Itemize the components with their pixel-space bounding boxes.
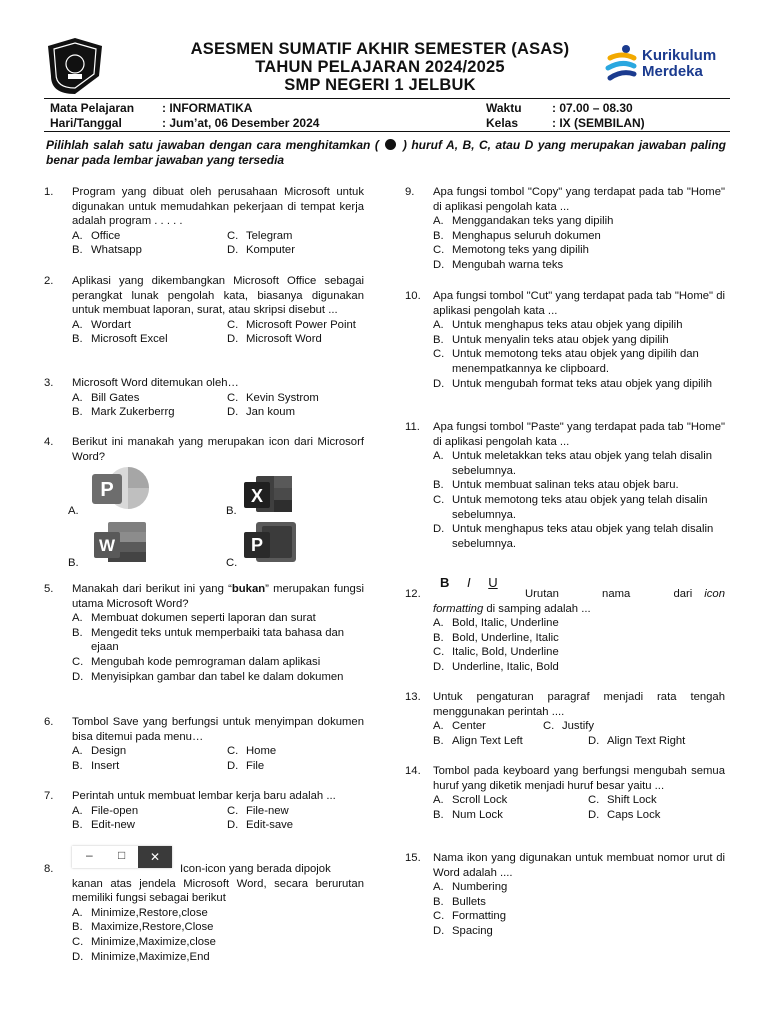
- option: Memotong teks yang dipilih: [452, 244, 589, 257]
- option: Minimize,Maximize,End: [91, 950, 210, 963]
- question-10: 10. Apa fungsi tombol "Cut" yang terdapat pada tab "Home" di aplikasi pengolah kata ... A. Untuk menghapus teks atau objek yang dipilih B. Untuk menyalin teks atau objek yang dipilih C. Untuk memotong teks atau objek yang dipilih dan menempatkannya ke clipboard. D. Untuk mengubah format teks atau objek yang dipilih: [405, 290, 725, 390]
- underline-icon: U: [488, 575, 498, 590]
- option: Untuk memotong teks atau objek yang dipilih dan menempatkannya ke clipboard.: [452, 348, 699, 375]
- question-3: 3. Microsoft Word ditemukan oleh… A. Bill Gates C. Kevin Systrom B. Mark Zukerberrg D. Jan koum: [44, 377, 319, 419]
- option: Jan koum: [246, 406, 295, 419]
- option: Untuk menghapus teks atau objek yang dipilih: [452, 319, 683, 332]
- question-6: 6. Tombol Save yang berfungsi untuk menyimpan dokumen bisa ditemui pada menu… A. Design C. Home B. Insert D. File: [44, 716, 364, 772]
- question-8: 8. Icon-icon yang berada dipojok kanan atas jendela Microsoft Word, secara berurutan memiliki fungsi sebagai berikut A. Minimize,Restore,close B. Maximize,Restore,Close C. Minimize,Maximize,close D. Minimize,Maximize,End: [44, 863, 364, 963]
- option: Align Text Left: [452, 734, 523, 747]
- option: Microsoft Power Point: [246, 318, 356, 331]
- school-emblem-icon: [44, 36, 106, 94]
- option: Bold, Italic, Underline: [452, 617, 559, 630]
- option: Untuk menyalin teks atau objek yang dipilih: [452, 333, 669, 346]
- option: Telegram: [246, 229, 293, 242]
- option: Bullets: [452, 895, 486, 908]
- question-7: 7. Perintah untuk membuat lembar kerja baru adalah ... A. File-open C. File-new B. Edit-new D. Edit-save: [44, 790, 336, 832]
- option: Untuk memotong teks atau objek yang telah disalin sebelumnya.: [452, 493, 708, 521]
- option: Membuat dokumen seperti laporan dan surat: [91, 612, 316, 625]
- option: Caps Lock: [607, 808, 661, 821]
- option: File: [246, 759, 265, 772]
- option: Menghapus seluruh dokumen: [452, 229, 601, 242]
- date-label: Hari/Tanggal: [50, 116, 122, 130]
- kurikulum-merdeka-text: Kurikulum Merdeka: [642, 47, 717, 80]
- exam-info-bar: [44, 98, 730, 132]
- filled-circle-icon: [385, 139, 396, 150]
- icon-option-label: A.: [68, 505, 79, 517]
- option: Untuk meletakkan teks atau objek yang telah disalin sebelumnya.: [452, 450, 712, 477]
- option: Center: [452, 720, 486, 733]
- svg-text:W: W: [98, 536, 116, 555]
- option: Underline, Italic, Bold: [452, 660, 559, 673]
- icon-option-label: B.: [226, 505, 237, 517]
- option: Insert: [91, 759, 120, 772]
- option: File-new: [246, 804, 289, 817]
- option: Minimize,Maximize,close: [91, 935, 216, 948]
- option: Untuk membuat salinan teks atau objek baru.: [452, 479, 679, 492]
- option: Align Text Right: [607, 734, 686, 747]
- option: Wordart: [91, 318, 131, 331]
- question-4: 4. Berikut ini manakah yang merupakan icon dari Microsorf Word?: [44, 436, 364, 463]
- bold-icon: B: [440, 575, 450, 590]
- question-1: 1. Program yang dibuat oleh perusahaan Microsoft untuk digunakan untuk memudahkan pekerjaan di tempat kerja adalah program . . . . . A. Office C. Telegram B. Whatsapp D. Komputer: [44, 186, 364, 257]
- subject-value: : INFORMATIKA: [162, 101, 253, 115]
- excel-icon: [242, 474, 294, 514]
- option: File-open: [91, 804, 139, 817]
- subject-label: Mata Pelajaran: [50, 101, 135, 115]
- class-value: : IX (SEMBILAN): [552, 116, 645, 130]
- option: Bold, Underline, Italic: [452, 631, 559, 644]
- option: Kevin Systrom: [246, 391, 319, 404]
- option: Mengubah kode pemrograman dalam aplikasi: [91, 655, 321, 668]
- option: Office: [91, 229, 121, 242]
- option: Justify: [562, 720, 595, 733]
- option: Mengubah warna teks: [452, 258, 564, 271]
- close-icon: ✕: [138, 846, 172, 868]
- powerpoint-icon: [242, 522, 298, 564]
- time-value: : 07.00 – 08.30: [552, 101, 633, 115]
- exam-header: [0, 0, 768, 96]
- option: Menggandakan teks yang dipilih: [452, 215, 614, 228]
- kurikulum-merdeka-logo: [604, 44, 744, 86]
- question-15: 15. Nama ikon yang digunakan untuk membuat nomor urut di Word adalah .... A. Numbering B. Bullets C. Formatting D. Spacing: [405, 852, 725, 937]
- option: Mengedit teks untuk memperbaiki tata bahasa dan ejaan: [91, 626, 345, 654]
- option: Minimize,Restore,close: [91, 906, 208, 919]
- question-13: 13. Untuk pengaturan paragraf menjadi rata tengah menggunakan perintah .... A. Center C. Justify B. Align Text Left D. Align Text Right: [405, 691, 725, 747]
- option: Microsoft Word: [246, 333, 322, 346]
- time-label: Waktu: [486, 101, 522, 115]
- option: Scroll Lock: [452, 794, 508, 807]
- title-line-2: TAHUN PELAJARAN 2024/2025: [255, 58, 505, 76]
- option: Untuk mengubah format teks atau objek yang dipilih: [452, 377, 712, 390]
- question-5: 5. Manakah dari berikut ini yang “bukan” merupakan fungsi utama Microsoft Word? A. Membuat dokumen seperti laporan dan surat B. Mengedit teks untuk memperbaiki tata bahasa dan ejaan C. Mengubah kode pemrograman dalam aplikasi D. Menyisipkan gambar dan tabel ke dalam dokumen: [44, 583, 364, 683]
- title-line-1: ASESMEN SUMATIF AKHIR SEMESTER (ASAS): [190, 40, 570, 58]
- question-9: 9. Apa fungsi tombol "Copy" yang terdapat pada tab "Home" di aplikasi pengolah kata ... A. Menggandakan teks yang dipilih B. Menghapus seluruh dokumen C. Memotong teks yang dipilih D. Mengubah warna teks: [405, 186, 725, 271]
- option: Num Lock: [452, 808, 503, 821]
- powerpoint-pie-icon: [90, 466, 152, 512]
- option: Spacing: [452, 924, 493, 937]
- option: Untuk menghapus teks atau objek yang telah disalin sebelumnya.: [452, 523, 714, 550]
- title-line-3: SMP NEGERI 1 JELBUK: [284, 76, 476, 94]
- option: Mark Zukerberrg: [91, 406, 175, 419]
- option: Edit-new: [91, 819, 135, 832]
- svg-text:X: X: [250, 486, 264, 506]
- word-icon: [92, 522, 148, 564]
- question-12: 12. Urutan nama dari icon formatting di samping adalah ... A. Bold, Italic, Underline B. Bold, Underline, Italic C. Italic, Bold, Underline D. Underline, Italic, Bold: [405, 588, 725, 673]
- exam-title: [120, 40, 640, 94]
- question-11: 11. Apa fungsi tombol "Paste" yang terdapat pada tab "Home" di aplikasi pengolah kata ... A. Untuk meletakkan teks atau objek yang telah disalin sebelumnya. B. Untuk membuat salinan teks atau objek baru. C. Untuk memotong teks atau objek yang telah disalin sebelumnya. D. Untuk menghapus teks atau objek yang telah disalin sebelumnya.: [405, 421, 725, 550]
- date-value: : Jum’at, 06 Desember 2024: [162, 116, 320, 130]
- option: Menyisipkan gambar dan tabel ke dalam dokumen: [91, 670, 344, 683]
- option: Home: [246, 745, 277, 758]
- option: Shift Lock: [607, 794, 657, 807]
- svg-text:P: P: [250, 535, 264, 555]
- icon-option-label: C.: [226, 557, 238, 569]
- option: Whatsapp: [91, 244, 142, 257]
- italic-icon: I: [467, 575, 471, 590]
- option: Microsoft Excel: [91, 333, 168, 346]
- instruction: Pilihlah salah satu jawaban dengan cara menghitamkan ( ) huruf A, B, C, atau D yang merupakan jawaban paling benar pada lembar jawaban yang tersedia: [46, 138, 727, 167]
- option: Numbering: [452, 881, 508, 894]
- kurikulum-merdeka-icon: [604, 44, 638, 84]
- option: Komputer: [246, 244, 295, 257]
- restore-icon: □: [118, 848, 126, 862]
- minimize-icon: –: [86, 848, 93, 862]
- icon-option-label: B.: [68, 557, 79, 569]
- option: Design: [91, 745, 127, 758]
- option: Edit-save: [246, 819, 294, 832]
- class-label: Kelas: [486, 116, 519, 130]
- question-2: 2. Aplikasi yang dikembangkan Microsoft Office sebagai perangkat lunak pengolah kata, biasanya digunakan untuk membuat laporan, surat, atau skripsi disebut ... A. Wordart C. Microsoft Power Point B. Microsoft Excel D. Microsoft Word: [44, 275, 364, 346]
- option: Formatting: [452, 910, 506, 923]
- svg-text:P: P: [100, 479, 114, 501]
- option: Maximize,Restore,Close: [91, 921, 214, 934]
- option: Italic, Bold, Underline: [452, 646, 559, 659]
- option: Bill Gates: [91, 391, 140, 404]
- question-14: 14. Tombol pada keyboard yang berfungsi mengubah semua huruf yang diketik menjadi huruf besar yaitu ... A. Scroll Lock C. Shift Lock B. Num Lock D. Caps Lock: [405, 765, 725, 821]
